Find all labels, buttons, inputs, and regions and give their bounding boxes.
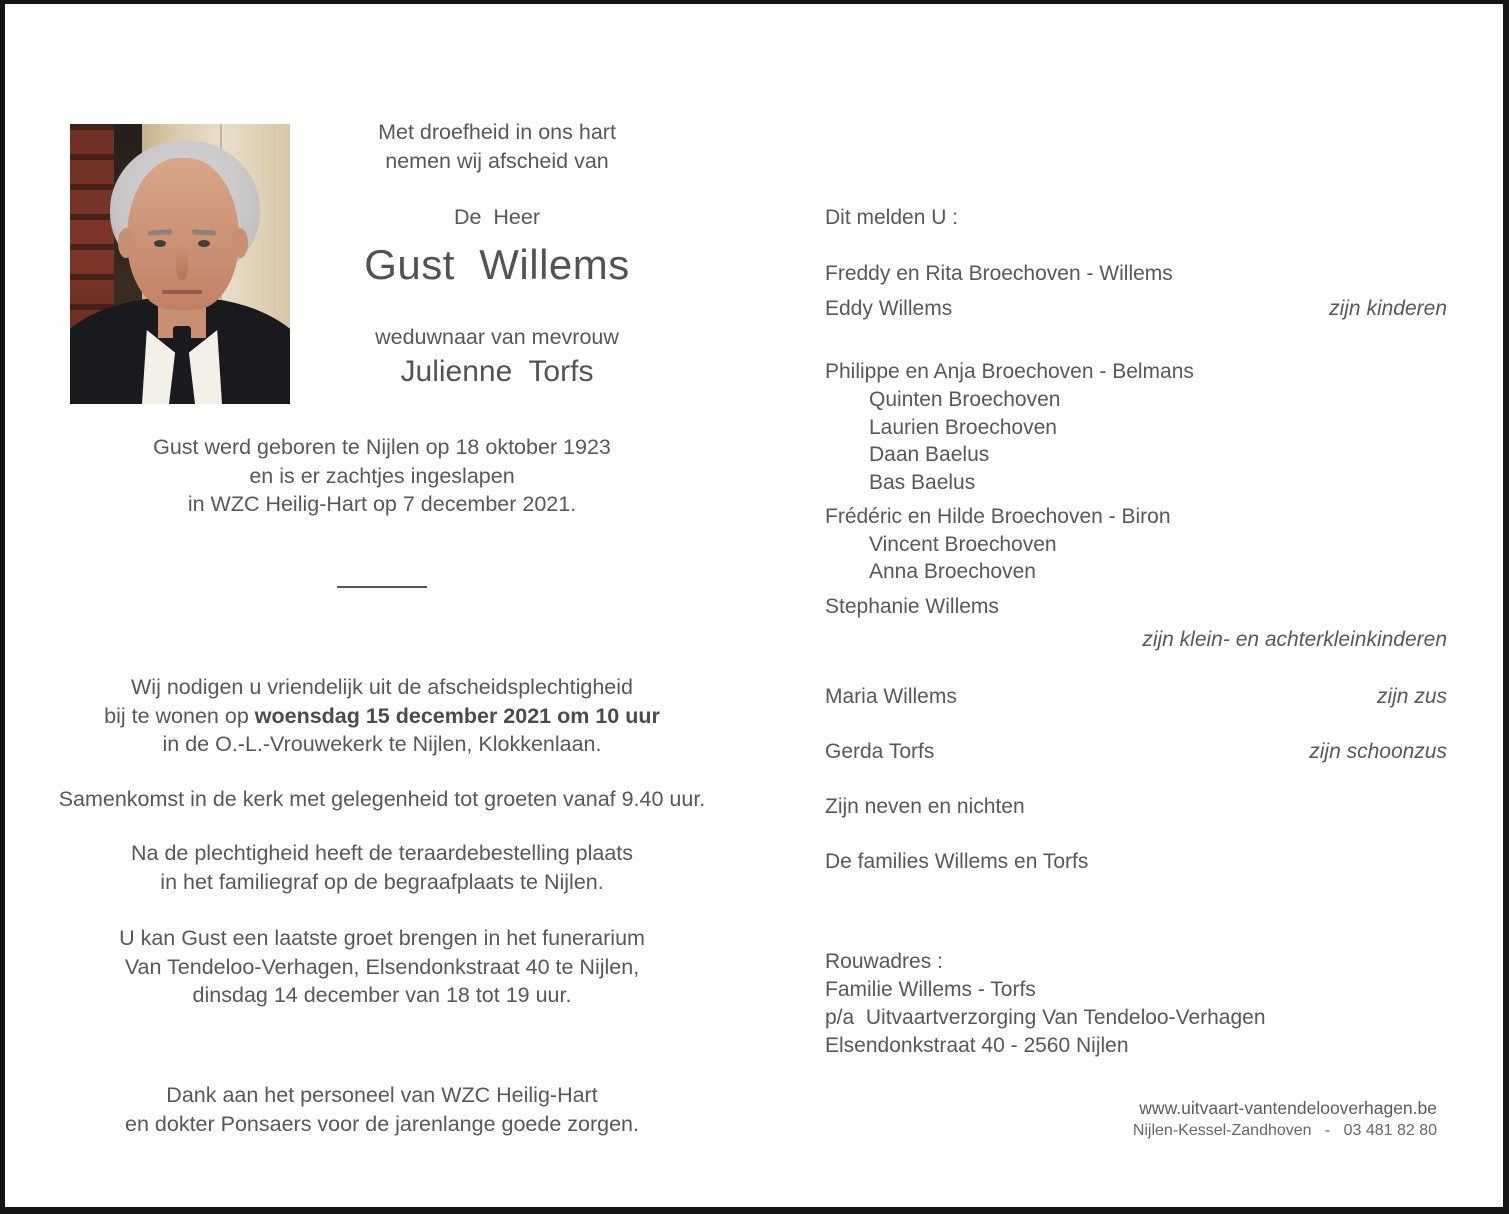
grandchild-name: Quinten Broechoven: [869, 388, 1061, 411]
cousins-line: Zijn neven en nichten: [825, 795, 1025, 818]
mourning-address-line: Familie Willems - Torfs: [825, 978, 1036, 1001]
funeral-home-website: www.uitvaart-vantendelooverhagen.be: [1139, 1098, 1437, 1118]
photo-eye-left: [154, 240, 166, 247]
photo-nose: [176, 246, 188, 280]
intro-line-1: Met droefheid in ons hart: [378, 120, 616, 144]
relative-name: Gerda Torfs: [825, 740, 935, 763]
mourning-address-label: Rouwadres :: [825, 950, 943, 973]
funerarium-paragraph: [52, 924, 712, 1010]
invitation-line-2-prefix: bij te wonen op: [104, 703, 255, 728]
divider-line: [337, 586, 427, 588]
burial-line-2: in het familiegraf op de begraafplaats te Nijlen.: [160, 869, 604, 894]
funerarium-line-2: Van Tendeloo-Verhagen, Elsendonkstraat 40 te Nijlen,: [124, 954, 640, 979]
widower-line: weduwnaar van mevrouw: [375, 325, 619, 349]
invitation-line-3: in de O.-L.-Vrouwekerk te Nijlen, Klokkenlaan.: [162, 732, 602, 756]
spouse-name: Julienne Torfs: [400, 355, 594, 388]
grandchild-group-parents: Frédéric en Hilde Broechoven - Biron: [825, 505, 1171, 528]
relative-relation-label: zijn zus: [1376, 685, 1447, 708]
grandchild-name: Daan Baelus: [869, 443, 990, 466]
mourning-address-line: p/a Uitvaartverzorging Van Tendeloo-Verhagen: [825, 1006, 1266, 1029]
ceremony-date-emphasis: woensdag 15 december 2021 om 10 uur: [254, 703, 660, 728]
thanks-line-1: Dank aan het personeel van WZC Heilig-Hart: [166, 1083, 598, 1107]
child-row: [825, 295, 1447, 323]
photo-ear-left: [118, 228, 134, 258]
invitation-line-2: [52, 702, 712, 731]
gathering-line: Samenkomst in de kerk met gelegenheid tot groeten vanaf 9.40 uur.: [58, 787, 706, 811]
life-dates-paragraph: [52, 433, 712, 519]
grandchild-name: Laurien Broechoven: [869, 416, 1057, 439]
child-row: Freddy en Rita Broechoven - Willems: [825, 262, 1173, 285]
funerarium-line-3: dinsdag 14 december van 18 tot 19 uur.: [192, 983, 572, 1007]
photo-mouth: [162, 290, 202, 294]
funeral-home-footer: [1133, 1096, 1437, 1142]
grandchildren-relation-label: zijn klein- en achterkleinkinderen: [1142, 628, 1447, 651]
relative-row: [825, 738, 1447, 766]
grandchild-name: Anna Broechoven: [869, 560, 1036, 583]
photo-tie-knot: [173, 326, 191, 342]
invitation-line-1: Wij nodigen u vriendelijk uit de afscheidsplechtigheid: [131, 675, 633, 699]
grandchild-group-parents: Stephanie Willems: [825, 595, 999, 618]
announcers-column: [825, 4, 1447, 1207]
photo-face: [127, 158, 239, 310]
relative-relation-label: zijn schoonzus: [1309, 740, 1447, 763]
intro-line-2: nemen wij afscheid van: [385, 149, 609, 173]
deceased-name: Gust Willems: [364, 241, 630, 288]
invitation-paragraph: [52, 673, 712, 759]
grandchild-name: Bas Baelus: [869, 471, 976, 494]
funerarium-line-1: U kan Gust een laatste groet brengen in het funerarium: [119, 926, 645, 950]
portrait-photo: [70, 124, 290, 404]
children-relation-label: zijn kinderen: [1329, 297, 1447, 320]
salutation: De Heer: [453, 205, 541, 229]
photo-ear-right: [232, 228, 248, 258]
grandchild-group-parents: Philippe en Anja Broechoven - Belmans: [825, 360, 1194, 383]
intro-lines: [290, 118, 704, 176]
funeral-home-locations-phone: Nijlen-Kessel-Zandhoven - 03 481 82 80: [1132, 1122, 1437, 1139]
mourning-address-line: Elsendonkstraat 40 - 2560 Nijlen: [825, 1034, 1129, 1057]
thanks-paragraph: [52, 1081, 712, 1138]
announce-label: Dit melden U :: [825, 206, 959, 229]
burial-line-1: Na de plechtigheid heeft de teraardebestelling plaats: [130, 841, 634, 865]
burial-paragraph: [52, 839, 712, 896]
life-line-2: en is er zachtjes ingeslapen: [249, 463, 515, 488]
life-line-3: in WZC Heilig-Hart op 7 december 2021.: [187, 492, 577, 516]
photo-eye-right: [198, 240, 210, 247]
child-name: Eddy Willems: [825, 297, 953, 320]
families-line: De families Willems en Torfs: [825, 850, 1089, 873]
relative-row: [825, 683, 1447, 711]
relative-name: Maria Willems: [825, 685, 957, 708]
life-line-1: Gust werd geboren te Nijlen op 18 oktober 1923: [153, 435, 611, 459]
grandchild-name: Vincent Broechoven: [869, 533, 1057, 556]
thanks-line-2: en dokter Ponsaers voor de jarenlange goede zorgen.: [125, 1111, 639, 1136]
